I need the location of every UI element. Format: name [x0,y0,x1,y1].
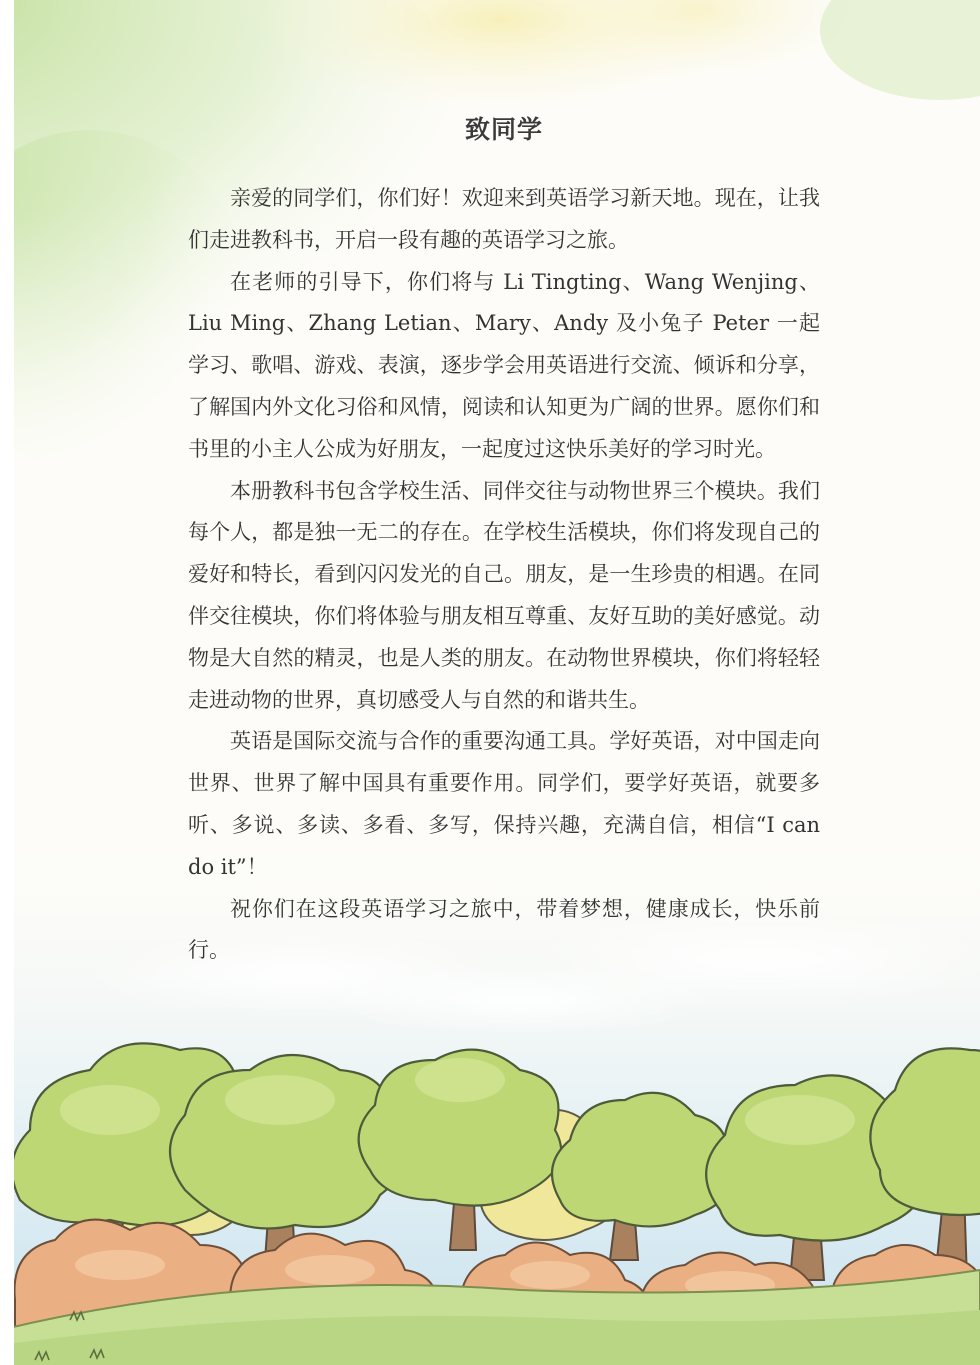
letter-title: 致同学 [464,115,543,144]
paragraph-importance: 英语是国际交流与合作的重要沟通工具。学好英语，对中国走向世界、世界了解中国具有重要作用。同学们，要学好英语，就要多听、多说、多读、多看、多写，保持兴趣，充满自信，相信“I can do it”！ [188,729,820,879]
letter-body [188,110,820,972]
paragraph-modules: 本册教科书包含学校生活、同伴交往与动物世界三个模块。我们每个人，都是独一无二的存在。在学校生活模块，你们将发现自己的爱好和特长，看到闪闪发光的自己。朋友，是一生珍贵的相遇。在同伴交往模块，你们将体验与朋友相互尊重、友好互助的美好感觉。动物是大自然的精灵，也是人类的朋友。在动物世界模块，你们将轻轻走进动物的世界，真切感受人与自然的和谐共生。 [188,478,820,712]
paragraph-greeting: 亲爱的同学们，你们好！欢迎来到英语学习新天地。现在，让我们走进教科书，开启一段有趣的英语学习之旅。 [188,186,820,252]
paragraph-characters: 在老师的引导下，你们将与 Li Tingting、Wang Wenjing、Liu Ming、Zhang Letian、Mary、Andy 及小兔子 Peter 一起学习、歌唱、游戏、表演，逐步学会用英语进行交流、倾诉和分享，了解国内外文化习俗和风情，阅读和认知更为广阔的世界。愿你们和书里的小主人公成为好朋友，一起度过这快乐美好的学习时光。 [188,269,820,461]
page-margin [0,0,14,1365]
paragraph-wishes: 祝你们在这段英语学习之旅中，带着梦想，健康成长，快乐前行。 [188,896,820,963]
